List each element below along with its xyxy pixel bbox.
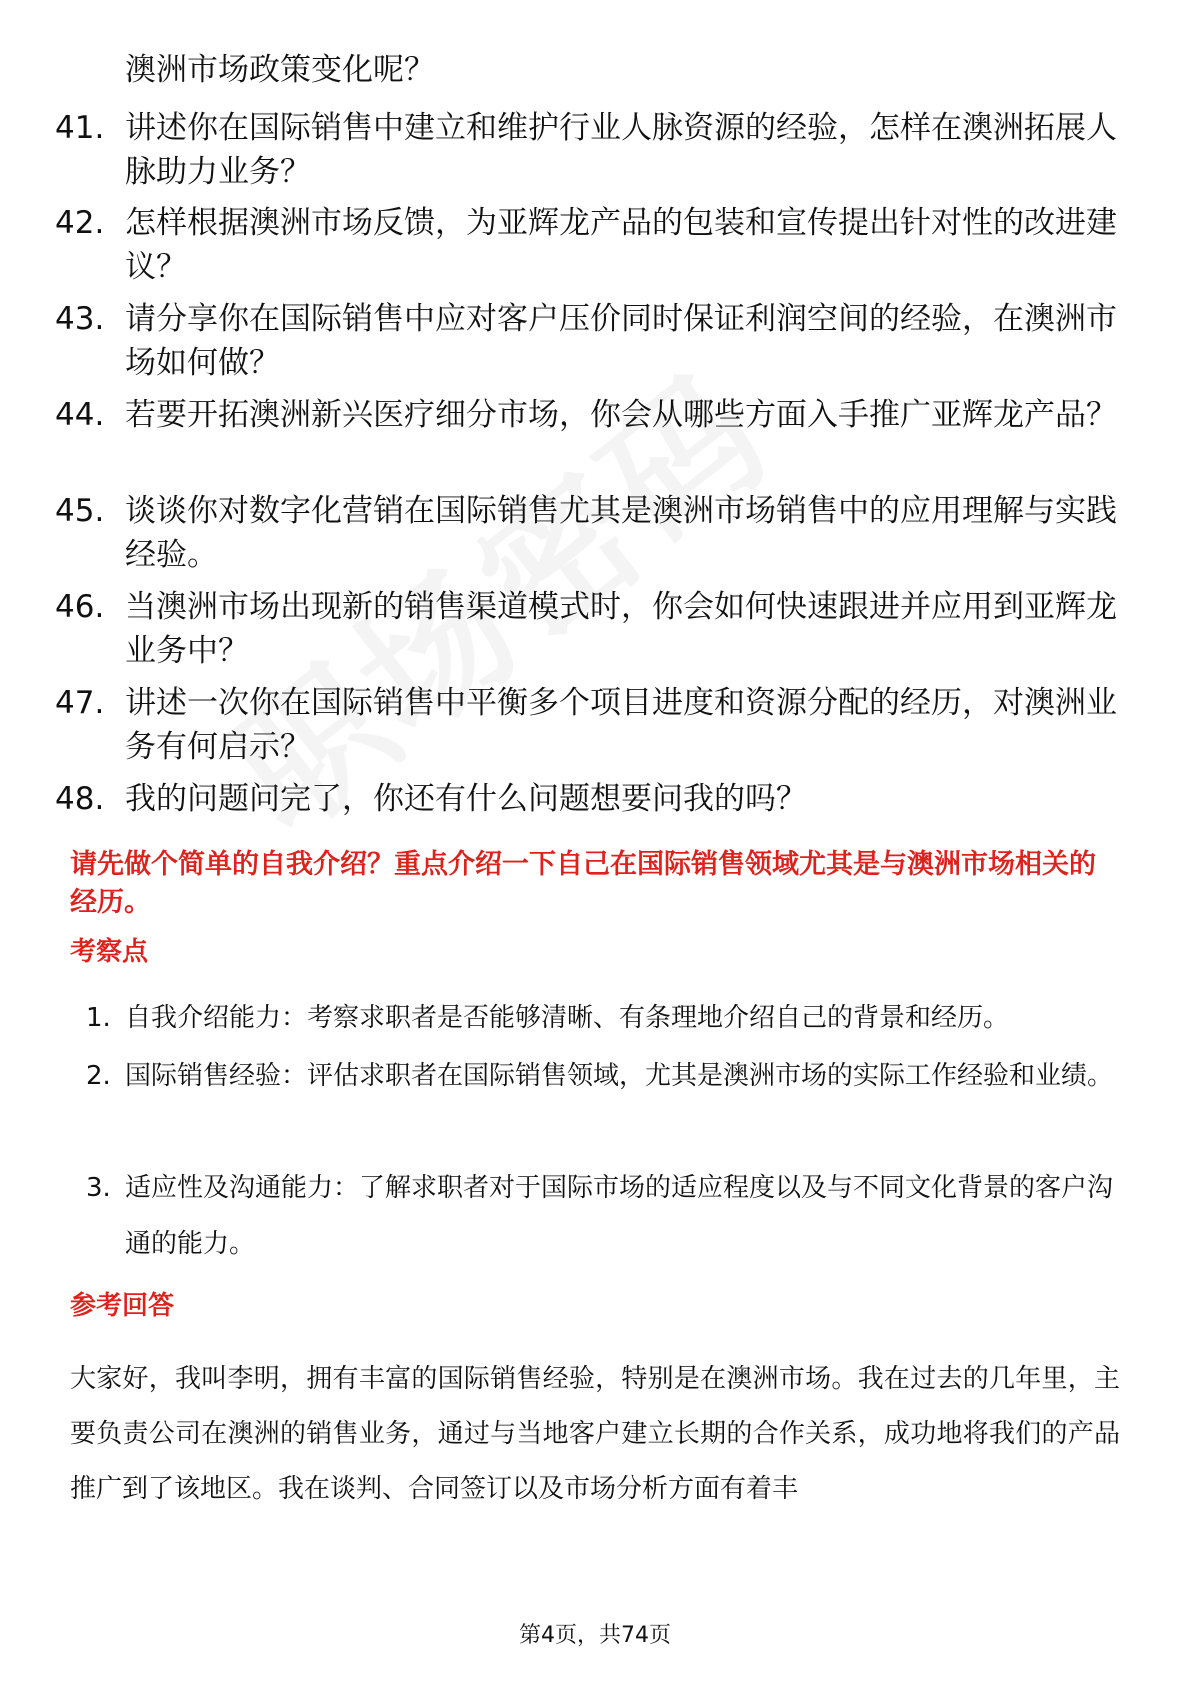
question-text: 我的问题问完了，你还有什么问题想要问我的吗？ bbox=[125, 781, 807, 817]
question-text: 谈谈你对数字化营销在国际销售尤其是澳洲市场销售中的应用理解与实践经验。 bbox=[125, 493, 1117, 573]
point-number: 2. bbox=[86, 1061, 111, 1091]
question-text: 讲述你在国际销售中建立和维护行业人脉资源的经验，怎样在澳洲拓展人脉助力业务？ bbox=[125, 110, 1117, 190]
point-number: 3. bbox=[86, 1173, 111, 1203]
question-number: 45. bbox=[55, 493, 105, 529]
question-text: 怎样根据澳洲市场反馈，为亚辉龙产品的包装和宣传提出针对性的改进建议？ bbox=[125, 205, 1117, 285]
point-text: 适应性及沟通能力：了解求职者对于国际市场的适应程度以及与不同文化背景的客户沟通的能力。 bbox=[125, 1173, 1114, 1259]
section-heading-cankao: 参考回答 bbox=[70, 1291, 175, 1321]
question-text: 请分享你在国际销售中应对客户压价同时保证利润空间的经验，在澳洲市场如何做？ bbox=[125, 301, 1117, 381]
question-number: 46. bbox=[55, 589, 105, 625]
question-number: 43. bbox=[55, 301, 105, 337]
question-number: 48. bbox=[55, 781, 105, 817]
featured-question: 请先做个简单的自我介绍？重点介绍一下自己在国际销售领域尤其是与澳洲市场相关的经历。 bbox=[70, 849, 1096, 918]
question-text: 当澳洲市场出现新的销售渠道模式时，你会如何快速跟进并应用到亚辉龙业务中？ bbox=[125, 589, 1117, 669]
page-footer: 第4页，共74页 bbox=[519, 1623, 671, 1648]
question-number: 44. bbox=[55, 397, 105, 433]
point-text: 国际销售经验：评估求职者在国际销售领域，尤其是澳洲市场的实际工作经验和业绩。 bbox=[125, 1061, 1114, 1091]
question-number: 47. bbox=[55, 685, 105, 721]
point-number: 1. bbox=[86, 1003, 111, 1033]
question-number: 41. bbox=[55, 110, 105, 146]
question-number: 42. bbox=[55, 205, 105, 241]
question-text: 讲述一次你在国际销售中平衡多个项目进度和资源分配的经历，对澳洲业务有何启示？ bbox=[125, 685, 1117, 765]
reference-answer: 大家好，我叫李明，拥有丰富的国际销售经验，特别是在澳洲市场。我在过去的几年里，主要负责公司在澳洲的销售业务，通过与当地客户建立长期的合作关系，成功地将我们的产品推广到了该地区。我在谈判、合同签订以及市场分析方面有着丰 bbox=[70, 1364, 1120, 1504]
question-text: 澳洲市场政策变化呢？ bbox=[125, 52, 435, 88]
point-text: 自我介绍能力：考察求职者是否能够清晰、有条理地介绍自己的背景和经历。 bbox=[125, 1003, 1010, 1033]
question-text: 若要开拓澳洲新兴医疗细分市场，你会从哪些方面入手推广亚辉龙产品？ bbox=[125, 397, 1117, 433]
section-heading-kaochadian: 考察点 bbox=[70, 937, 149, 967]
